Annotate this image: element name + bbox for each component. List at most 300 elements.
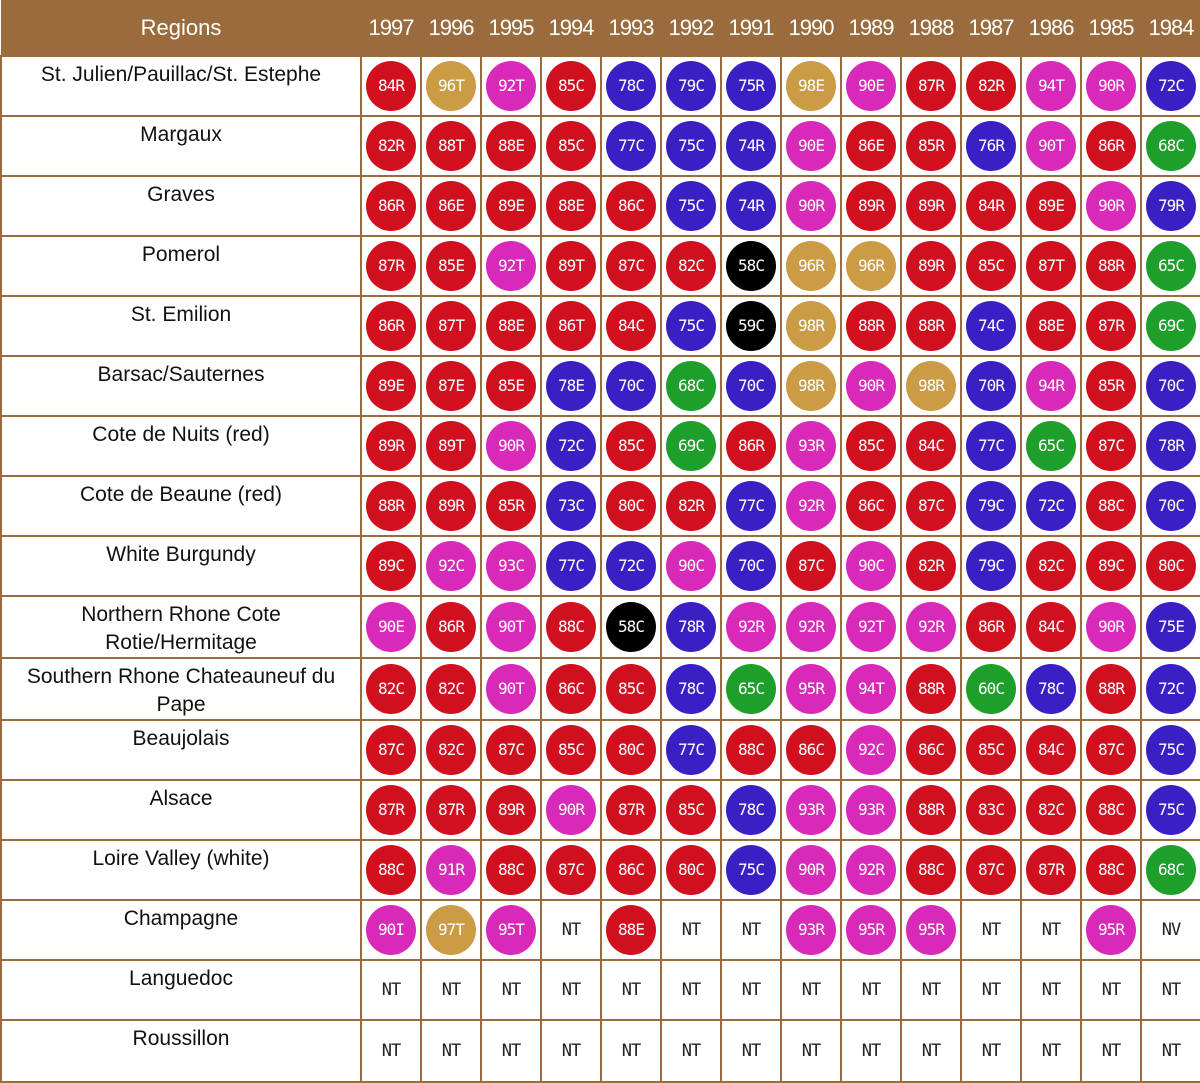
rating-cell bbox=[481, 296, 541, 356]
rating-cell bbox=[661, 658, 721, 720]
table-row bbox=[1, 536, 1200, 596]
rating-text: NT bbox=[621, 1041, 641, 1061]
rating-badge: 96R bbox=[846, 241, 896, 291]
rating-cell bbox=[661, 960, 721, 1020]
rating-cell bbox=[421, 780, 481, 840]
rating-badge: 72C bbox=[1146, 61, 1196, 111]
rating-cell bbox=[601, 116, 661, 176]
rating-badge: 95R bbox=[1086, 905, 1136, 955]
rating-badge: 68C bbox=[1146, 121, 1196, 171]
rating-badge: 93R bbox=[846, 785, 896, 835]
rating-cell bbox=[1141, 840, 1200, 900]
rating-cell bbox=[721, 536, 781, 596]
rating-cell bbox=[601, 176, 661, 236]
rating-text: NT bbox=[681, 920, 701, 940]
rating-cell bbox=[541, 780, 601, 840]
rating-cell bbox=[901, 596, 961, 658]
region-name: Alsace bbox=[1, 780, 361, 840]
rating-badge: 90R bbox=[1086, 61, 1136, 111]
rating-badge: 70C bbox=[726, 541, 776, 591]
rating-cell bbox=[601, 1020, 661, 1082]
rating-cell bbox=[481, 416, 541, 476]
rating-badge: 82C bbox=[666, 241, 716, 291]
rating-cell bbox=[721, 56, 781, 116]
rating-cell bbox=[661, 416, 721, 476]
rating-cell bbox=[1081, 356, 1141, 416]
rating-cell bbox=[661, 900, 721, 960]
rating-cell bbox=[661, 56, 721, 116]
rating-badge: 75C bbox=[1146, 725, 1196, 775]
year-header-1990: 1990 bbox=[781, 0, 841, 56]
rating-badge: 85E bbox=[426, 241, 476, 291]
rating-cell bbox=[601, 900, 661, 960]
rating-badge: 88R bbox=[906, 301, 956, 351]
table-row bbox=[1, 658, 1200, 720]
rating-cell bbox=[541, 596, 601, 658]
rating-cell bbox=[1021, 900, 1081, 960]
rating-badge: 92T bbox=[846, 602, 896, 652]
rating-cell bbox=[1081, 236, 1141, 296]
rating-text: NT bbox=[921, 980, 941, 1000]
rating-badge: 70R bbox=[966, 361, 1016, 411]
region-name: Languedoc bbox=[1, 960, 361, 1020]
rating-badge: 82C bbox=[366, 664, 416, 714]
rating-badge: 92R bbox=[786, 481, 836, 531]
rating-cell bbox=[421, 658, 481, 720]
rating-badge: 93R bbox=[786, 421, 836, 471]
rating-cell bbox=[661, 356, 721, 416]
rating-cell bbox=[781, 1020, 841, 1082]
rating-badge: 87C bbox=[786, 541, 836, 591]
rating-cell bbox=[961, 780, 1021, 840]
rating-badge: 90E bbox=[786, 121, 836, 171]
rating-text: NT bbox=[861, 980, 881, 1000]
rating-cell bbox=[1141, 960, 1200, 1020]
rating-cell bbox=[421, 116, 481, 176]
rating-badge: 88R bbox=[906, 785, 956, 835]
rating-text: NT bbox=[921, 1041, 941, 1061]
year-header-1988: 1988 bbox=[901, 0, 961, 56]
rating-badge: 87R bbox=[606, 785, 656, 835]
rating-cell bbox=[541, 116, 601, 176]
rating-cell bbox=[901, 720, 961, 780]
rating-badge: 86C bbox=[906, 725, 956, 775]
rating-cell bbox=[721, 596, 781, 658]
rating-badge: 92R bbox=[726, 602, 776, 652]
rating-cell bbox=[781, 658, 841, 720]
region-name: Champagne bbox=[1, 900, 361, 960]
region-name: Cote de Nuits (red) bbox=[1, 416, 361, 476]
rating-badge: 88C bbox=[1086, 481, 1136, 531]
rating-badge: 89T bbox=[426, 421, 476, 471]
rating-badge: 86E bbox=[426, 181, 476, 231]
rating-cell bbox=[1021, 960, 1081, 1020]
rating-cell bbox=[1081, 536, 1141, 596]
table-row bbox=[1, 960, 1200, 1020]
rating-cell bbox=[661, 236, 721, 296]
rating-badge: 88C bbox=[486, 845, 536, 895]
rating-badge: 92R bbox=[846, 845, 896, 895]
rating-cell bbox=[781, 960, 841, 1020]
rating-text: NT bbox=[561, 1041, 581, 1061]
rating-cell bbox=[1141, 720, 1200, 780]
rating-cell bbox=[1081, 476, 1141, 536]
rating-badge: 87C bbox=[486, 725, 536, 775]
table-body bbox=[1, 56, 1200, 1082]
rating-badge: 65C bbox=[726, 664, 776, 714]
table-row bbox=[1, 840, 1200, 900]
rating-cell bbox=[601, 840, 661, 900]
rating-cell bbox=[601, 236, 661, 296]
rating-badge: 85C bbox=[606, 664, 656, 714]
rating-badge: 86R bbox=[726, 421, 776, 471]
region-name: Margaux bbox=[1, 116, 361, 176]
rating-badge: 92R bbox=[786, 602, 836, 652]
rating-badge: 80C bbox=[1146, 541, 1196, 591]
rating-cell bbox=[361, 1020, 421, 1082]
rating-badge: 77C bbox=[726, 481, 776, 531]
rating-badge: 78C bbox=[1026, 664, 1076, 714]
rating-cell bbox=[661, 596, 721, 658]
rating-badge: 88R bbox=[846, 301, 896, 351]
rating-cell bbox=[781, 780, 841, 840]
rating-badge: 85R bbox=[1086, 361, 1136, 411]
table-row bbox=[1, 416, 1200, 476]
rating-badge: 86C bbox=[606, 845, 656, 895]
rating-cell bbox=[1021, 536, 1081, 596]
rating-cell bbox=[481, 840, 541, 900]
rating-badge: 75C bbox=[1146, 785, 1196, 835]
rating-badge: 65C bbox=[1146, 241, 1196, 291]
rating-badge: 98R bbox=[786, 301, 836, 351]
rating-cell bbox=[481, 176, 541, 236]
rating-cell bbox=[721, 116, 781, 176]
rating-badge: 88E bbox=[486, 301, 536, 351]
rating-badge: 87C bbox=[546, 845, 596, 895]
rating-cell bbox=[481, 236, 541, 296]
rating-cell bbox=[421, 176, 481, 236]
rating-cell bbox=[901, 176, 961, 236]
rating-cell bbox=[721, 900, 781, 960]
table-row bbox=[1, 296, 1200, 356]
rating-cell bbox=[781, 236, 841, 296]
rating-badge: 75R bbox=[726, 61, 776, 111]
rating-badge: 58C bbox=[726, 241, 776, 291]
rating-badge: 77C bbox=[546, 541, 596, 591]
rating-badge: 79C bbox=[666, 61, 716, 111]
rating-cell bbox=[481, 658, 541, 720]
rating-badge: 90E bbox=[366, 602, 416, 652]
rating-cell bbox=[1141, 116, 1200, 176]
rating-cell bbox=[421, 596, 481, 658]
rating-badge: 94T bbox=[1026, 61, 1076, 111]
rating-cell bbox=[541, 416, 601, 476]
rating-cell bbox=[481, 356, 541, 416]
rating-cell bbox=[841, 416, 901, 476]
rating-badge: 68C bbox=[1146, 845, 1196, 895]
rating-badge: 88C bbox=[546, 602, 596, 652]
region-name: Northern Rhone Cote Rotie/Hermitage bbox=[1, 596, 361, 658]
rating-text: NT bbox=[681, 980, 701, 1000]
rating-badge: 90R bbox=[1086, 181, 1136, 231]
rating-badge: 95R bbox=[906, 905, 956, 955]
rating-text: NV bbox=[1161, 920, 1181, 940]
rating-badge: 89R bbox=[906, 241, 956, 291]
rating-cell bbox=[841, 960, 901, 1020]
rating-badge: 88T bbox=[426, 121, 476, 171]
rating-cell bbox=[781, 176, 841, 236]
rating-badge: 92T bbox=[486, 61, 536, 111]
rating-badge: 85C bbox=[606, 421, 656, 471]
rating-badge: 83C bbox=[966, 785, 1016, 835]
rating-badge: 86C bbox=[786, 725, 836, 775]
rating-text: NT bbox=[741, 920, 761, 940]
rating-cell bbox=[841, 356, 901, 416]
rating-cell bbox=[781, 476, 841, 536]
rating-badge: 89C bbox=[366, 541, 416, 591]
rating-text: NT bbox=[861, 1041, 881, 1061]
rating-badge: 85E bbox=[486, 361, 536, 411]
rating-cell bbox=[1081, 416, 1141, 476]
rating-cell bbox=[1081, 658, 1141, 720]
rating-cell bbox=[841, 1020, 901, 1082]
rating-badge: 73C bbox=[546, 481, 596, 531]
rating-badge: 88E bbox=[1026, 301, 1076, 351]
rating-text: NT bbox=[381, 1041, 401, 1061]
rating-badge: 85C bbox=[546, 725, 596, 775]
rating-cell bbox=[1141, 536, 1200, 596]
rating-cell bbox=[961, 900, 1021, 960]
rating-badge: 90I bbox=[366, 905, 416, 955]
table-row bbox=[1, 356, 1200, 416]
rating-cell bbox=[781, 356, 841, 416]
rating-cell bbox=[601, 416, 661, 476]
rating-cell bbox=[841, 658, 901, 720]
rating-cell bbox=[661, 840, 721, 900]
rating-cell bbox=[1021, 116, 1081, 176]
rating-badge: 89R bbox=[906, 181, 956, 231]
region-name: Pomerol bbox=[1, 236, 361, 296]
rating-badge: 72C bbox=[606, 541, 656, 591]
rating-badge: 78C bbox=[666, 664, 716, 714]
rating-badge: 65C bbox=[1026, 421, 1076, 471]
rating-badge: 88R bbox=[1086, 241, 1136, 291]
region-name: Cote de Beaune (red) bbox=[1, 476, 361, 536]
rating-badge: 89R bbox=[846, 181, 896, 231]
rating-badge: 70C bbox=[1146, 361, 1196, 411]
rating-cell bbox=[1021, 416, 1081, 476]
rating-badge: 88R bbox=[1086, 664, 1136, 714]
rating-badge: 60C bbox=[966, 664, 1016, 714]
rating-cell bbox=[541, 720, 601, 780]
rating-badge: 75C bbox=[666, 181, 716, 231]
rating-badge: 84C bbox=[906, 421, 956, 471]
rating-badge: 77C bbox=[606, 121, 656, 171]
rating-badge: 98R bbox=[906, 361, 956, 411]
rating-cell bbox=[361, 356, 421, 416]
rating-cell bbox=[361, 596, 421, 658]
rating-cell bbox=[901, 356, 961, 416]
rating-cell bbox=[661, 780, 721, 840]
rating-badge: 74R bbox=[726, 121, 776, 171]
rating-badge: 85C bbox=[846, 421, 896, 471]
rating-badge: 90R bbox=[786, 845, 836, 895]
rating-cell bbox=[781, 536, 841, 596]
rating-cell bbox=[961, 476, 1021, 536]
rating-cell bbox=[1021, 56, 1081, 116]
year-header-1986: 1986 bbox=[1021, 0, 1081, 56]
rating-text: NT bbox=[801, 1041, 821, 1061]
rating-cell bbox=[481, 900, 541, 960]
rating-badge: 89T bbox=[546, 241, 596, 291]
rating-badge: 78R bbox=[666, 602, 716, 652]
rating-text: NT bbox=[1041, 920, 1061, 940]
rating-cell bbox=[541, 296, 601, 356]
rating-cell bbox=[901, 1020, 961, 1082]
region-name: St. Emilion bbox=[1, 296, 361, 356]
rating-text: NT bbox=[741, 1041, 761, 1061]
rating-cell bbox=[1141, 176, 1200, 236]
rating-badge: 86E bbox=[846, 121, 896, 171]
rating-badge: 69C bbox=[1146, 301, 1196, 351]
rating-cell bbox=[421, 840, 481, 900]
rating-badge: 89R bbox=[486, 785, 536, 835]
rating-badge: 79R bbox=[1146, 181, 1196, 231]
region-name: Beaujolais bbox=[1, 720, 361, 780]
rating-cell bbox=[1141, 296, 1200, 356]
rating-badge: 95R bbox=[786, 664, 836, 714]
rating-badge: 78E bbox=[546, 361, 596, 411]
rating-cell bbox=[721, 658, 781, 720]
rating-cell bbox=[421, 720, 481, 780]
rating-cell bbox=[781, 840, 841, 900]
rating-badge: 80C bbox=[666, 845, 716, 895]
rating-cell bbox=[721, 356, 781, 416]
rating-badge: 75C bbox=[726, 845, 776, 895]
rating-text: NT bbox=[1041, 1041, 1061, 1061]
rating-cell bbox=[661, 536, 721, 596]
rating-badge: 85C bbox=[966, 241, 1016, 291]
region-name: Roussillon bbox=[1, 1020, 361, 1082]
rating-badge: 84C bbox=[606, 301, 656, 351]
rating-badge: 76R bbox=[966, 121, 1016, 171]
rating-cell bbox=[841, 720, 901, 780]
rating-badge: 80C bbox=[606, 725, 656, 775]
rating-badge: 90C bbox=[666, 541, 716, 591]
rating-badge: 72C bbox=[1146, 664, 1196, 714]
rating-cell bbox=[901, 536, 961, 596]
rating-cell bbox=[841, 476, 901, 536]
rating-badge: 96T bbox=[426, 61, 476, 111]
header-row bbox=[1, 0, 1200, 56]
rating-badge: 90R bbox=[846, 361, 896, 411]
year-header-1984: 1984 bbox=[1141, 0, 1200, 56]
rating-badge: 87C bbox=[1086, 725, 1136, 775]
rating-cell bbox=[1021, 356, 1081, 416]
rating-badge: 87R bbox=[366, 785, 416, 835]
rating-cell bbox=[1141, 658, 1200, 720]
rating-cell bbox=[961, 658, 1021, 720]
rating-cell bbox=[361, 236, 421, 296]
rating-cell bbox=[1141, 236, 1200, 296]
rating-text: NT bbox=[441, 980, 461, 1000]
rating-text: NT bbox=[981, 980, 1001, 1000]
rating-cell bbox=[1141, 780, 1200, 840]
year-header-1995: 1995 bbox=[481, 0, 541, 56]
rating-cell bbox=[901, 780, 961, 840]
rating-cell bbox=[361, 720, 421, 780]
rating-cell bbox=[721, 236, 781, 296]
rating-cell bbox=[961, 840, 1021, 900]
rating-cell bbox=[1081, 840, 1141, 900]
rating-badge: 90R bbox=[786, 181, 836, 231]
rating-cell bbox=[421, 236, 481, 296]
rating-cell bbox=[961, 356, 1021, 416]
rating-badge: 90T bbox=[486, 664, 536, 714]
rating-badge: 82R bbox=[906, 541, 956, 591]
rating-badge: 72C bbox=[1026, 481, 1076, 531]
rating-cell bbox=[841, 236, 901, 296]
rating-badge: 90R bbox=[486, 421, 536, 471]
rating-cell bbox=[781, 416, 841, 476]
rating-cell bbox=[841, 56, 901, 116]
rating-cell bbox=[1021, 720, 1081, 780]
rating-text: NT bbox=[741, 980, 761, 1000]
rating-text: NT bbox=[561, 980, 581, 1000]
rating-cell bbox=[1141, 416, 1200, 476]
rating-cell bbox=[421, 56, 481, 116]
rating-cell bbox=[481, 960, 541, 1020]
rating-badge: 86R bbox=[1086, 121, 1136, 171]
rating-cell bbox=[721, 720, 781, 780]
rating-cell bbox=[841, 840, 901, 900]
rating-badge: 88E bbox=[606, 905, 656, 955]
rating-cell bbox=[361, 476, 421, 536]
rating-cell bbox=[601, 536, 661, 596]
rating-cell bbox=[601, 658, 661, 720]
rating-cell bbox=[1021, 658, 1081, 720]
rating-cell bbox=[901, 476, 961, 536]
rating-cell bbox=[781, 596, 841, 658]
year-header-1992: 1992 bbox=[661, 0, 721, 56]
rating-badge: 85C bbox=[666, 785, 716, 835]
rating-badge: 85C bbox=[546, 121, 596, 171]
rating-cell bbox=[1021, 236, 1081, 296]
rating-badge: 85C bbox=[546, 61, 596, 111]
rating-text: NT bbox=[441, 1041, 461, 1061]
rating-badge: 90C bbox=[846, 541, 896, 591]
rating-badge: 87R bbox=[1026, 845, 1076, 895]
rating-badge: 70C bbox=[1146, 481, 1196, 531]
rating-badge: 78C bbox=[606, 61, 656, 111]
rating-text: NT bbox=[1161, 1041, 1181, 1061]
rating-badge: 68C bbox=[666, 361, 716, 411]
rating-badge: 84C bbox=[1026, 602, 1076, 652]
rating-badge: 94R bbox=[1026, 361, 1076, 411]
rating-text: NT bbox=[1101, 1041, 1121, 1061]
rating-badge: 96R bbox=[786, 241, 836, 291]
rating-badge: 82C bbox=[426, 725, 476, 775]
rating-cell bbox=[1081, 1020, 1141, 1082]
rating-badge: 89C bbox=[1086, 541, 1136, 591]
rating-text: NT bbox=[501, 980, 521, 1000]
rating-badge: 84C bbox=[1026, 725, 1076, 775]
rating-badge: 88R bbox=[906, 664, 956, 714]
rating-badge: 98R bbox=[786, 361, 836, 411]
rating-cell bbox=[661, 116, 721, 176]
rating-badge: 86T bbox=[546, 301, 596, 351]
rating-cell bbox=[601, 780, 661, 840]
